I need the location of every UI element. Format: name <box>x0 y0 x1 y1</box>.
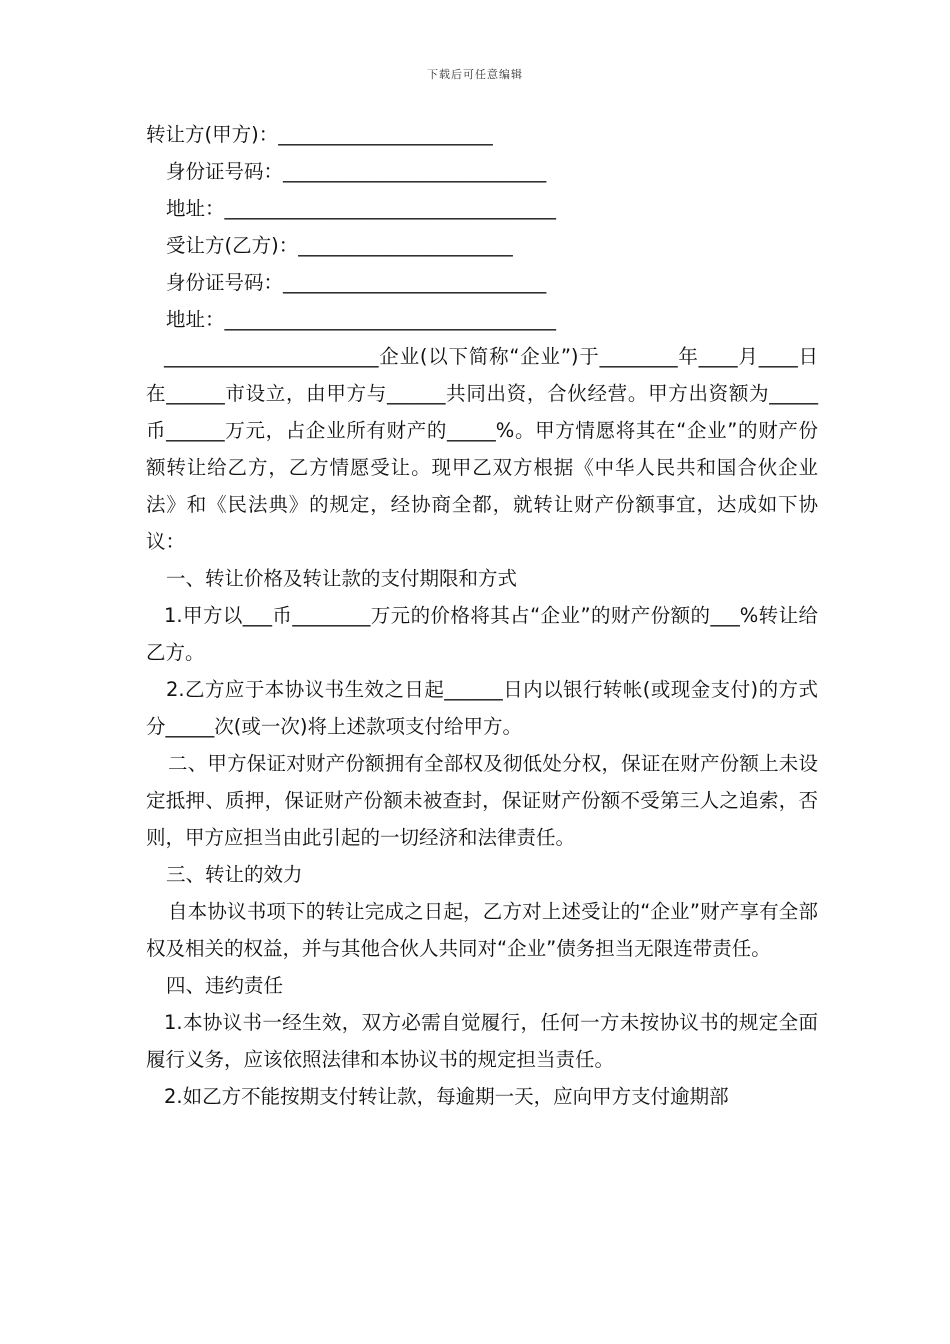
transferee-address-line: 地址：__________________________________ <box>166 308 557 331</box>
transferee-id-line: 身份证号码：___________________________ <box>166 271 547 294</box>
section-3-body: 自本协议书项下的转让完成之日起，乙方对上述受让的“企业”财产享有全部权及相关的权益，并与其他合伙人共同对“企业”债务担当无限连带责任。 <box>146 900 818 960</box>
transferor-address-line: 地址：__________________________________ <box>166 197 557 220</box>
section-1-item-2: 2.乙方应于本协议书生效之日起______日内以银行转帐(或现金支付)的方式分_____次(或一次)将上述款项支付给甲方。 <box>146 678 818 738</box>
transferor-id-line: 身份证号码：___________________________ <box>166 160 547 183</box>
section-1-item-1: 1.甲方以___币________万元的价格将其占“企业”的财产份额的___%转让给乙方。 <box>146 604 818 664</box>
agreement-document <box>146 116 818 1115</box>
intro-paragraph: ______________________企业(以下简称“企业”)于________年____月____日在______市设立，由甲方与______共同出资，合伙经营。甲方出资额为_____币______万元，占企业所有财产的_____%。甲方情愿将其在“企业”的财产份额转让给乙方，乙方情愿受让。现甲乙双方根据《中华人民共和国合伙企业法》和《民法典》的规定，经协商全都，就转让财产份额事宜，达成如下协议： <box>146 345 818 553</box>
section-1-heading: 一、转让价格及转让款的支付期限和方式 <box>166 567 518 590</box>
page-header-note: 下载后可任意编辑 <box>427 68 523 81</box>
transferee-line: 受让方(乙方)：______________________ <box>166 234 513 257</box>
section-4-item-2: 2.如乙方不能按期支付转让款，每逾期一天，应向甲方支付逾期部 <box>164 1085 729 1108</box>
section-3-heading: 三、转让的效力 <box>166 863 303 886</box>
section-4-heading: 四、违约责任 <box>166 974 284 997</box>
transferor-line: 转让方(甲方)：______________________ <box>146 123 493 146</box>
section-2-paragraph: 二、甲方保证对财产份额拥有全部权及彻低处分权，保证在财产份额上未设定抵押、质押，保证财产份额未被查封，保证财产份额不受第三人之追索，否则，甲方应担当由此引起的一切经济和法律责任。 <box>146 752 818 849</box>
section-4-item-1: 1.本协议书一经生效，双方必需自觉履行，任何一方未按协议书的规定全面履行义务，应该依照法律和本协议书的规定担当责任。 <box>146 1011 818 1071</box>
